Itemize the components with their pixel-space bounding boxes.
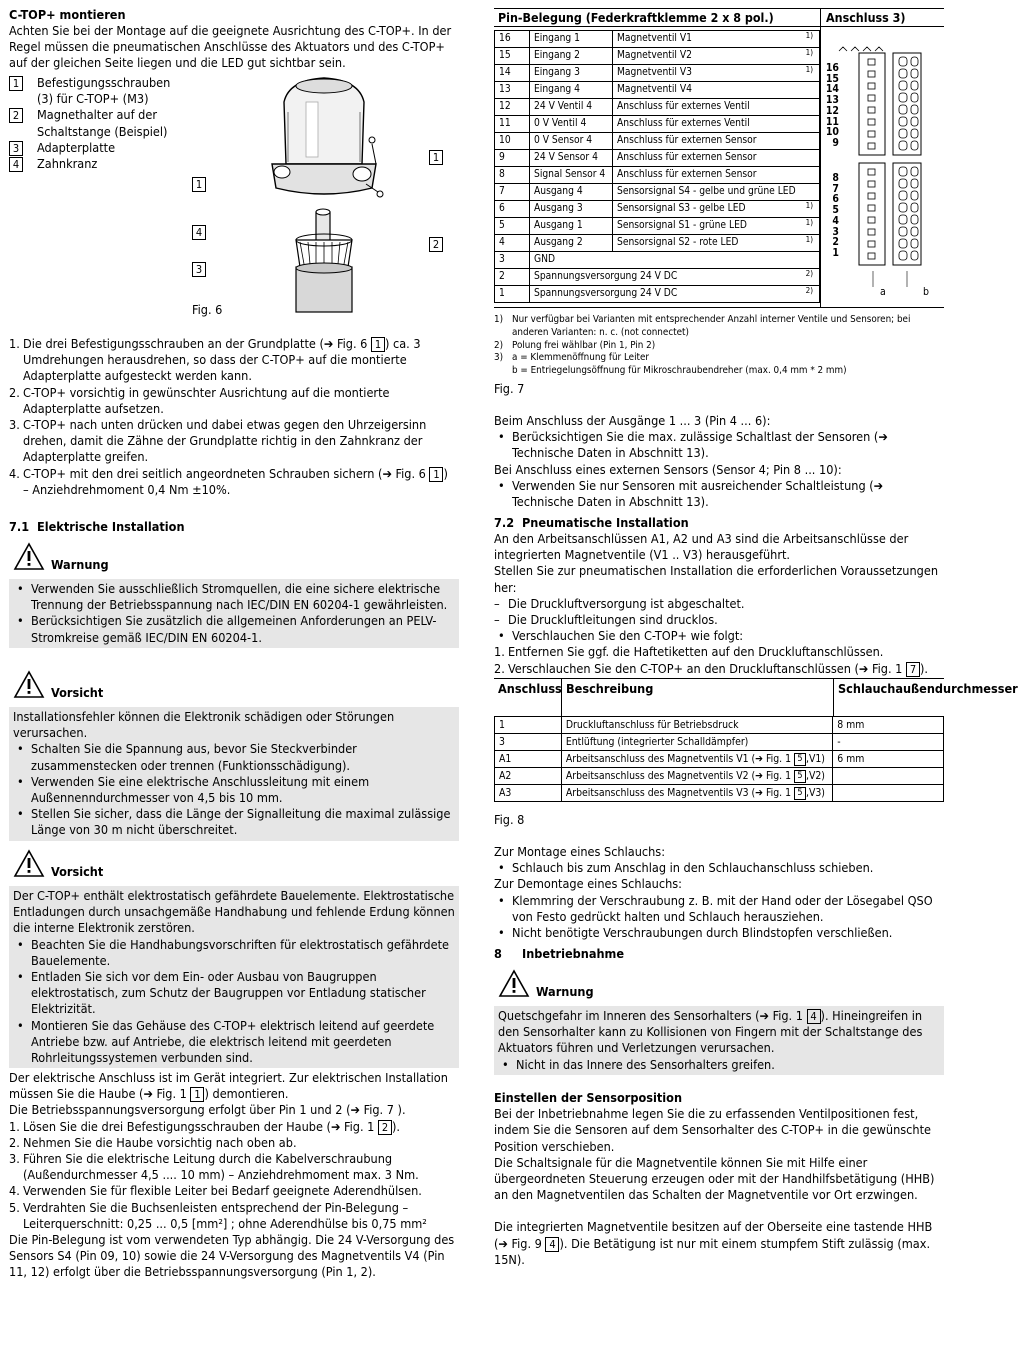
electrical-instructions: Der elektrische Anschluss ist im Gerät integriert. Zur elektrischen Installation müssen Sie die Haube (➔ Fig. 1 1 ) demontieren. Die Betriebsspannungsversorgung erfolgt über Pin 1 und 2 (➔ Fig. 7 ). 1. Lösen Sie die drei Befestigungsschrauben der Haube (➔ Fig. 1 2 ). 2. Nehmen Sie die Haube vorsichtig nach oben ab. 3. Führen Sie die elektrische Leitung durch die Kabelverschraubung (Außendurchmesser 4,5 .... 10 mm) – Anziehdrehmoment max. 3 Nm. 4. Verwenden Sie für flexible Leiter bei Bedarf geeignete Aderendhülsen. 5. Verdrahten Sie die Buchsenleisten entsprechend der Pin-Belegung – Leiterquerschnitt: 0,25 ... 0,5 [mm²] ; ohne Aderendhülse bis 0,75 mm² Die Pin-Belegung ist vom verwendeten Typ abhängig. Die 24 V-Versorgung des Sensors S4 (Pin 09, 10) sowie die 24 V-Versorgung des Magnetventils V4 (Pin 11, 12) erfolgt über die Betriebsspannungsversorgung (Pin 1, 2). xyxy=(9,1070,457,1281)
pin-function: Spannungsversorgung 24 V DC 2) xyxy=(530,269,820,286)
pin-row xyxy=(495,201,820,218)
legend-item: 1 Befestigungsschrauben (3) für C-TOP+ (M3) xyxy=(9,75,179,107)
pin-description: Magnetventil V3 1) xyxy=(613,65,820,82)
caution-text: Installationsfehler können die Elektronik schädigen oder Störungen verursachen. • Schalten Sie die Spannung aus, bevor Sie Steckverbinder zusammenstecken oder trennen (Funktionsschädigung). • Verwenden Sie eine elektrische Anschlussleitung mit einem Außennenndurchmesser von 4,5 bis 10 mm. • Stellen Sie sicher, dass die Länge der Signalleitung die maximal zulässige Länge von 30 m nicht überschreitet. xyxy=(9,707,459,841)
pin-function: Ausgang 2 xyxy=(530,235,613,252)
legend-number: 4 xyxy=(9,157,23,172)
pin-number: 10 xyxy=(495,133,530,150)
connection-table xyxy=(494,716,944,802)
pin-number: 5 xyxy=(495,218,530,235)
step-item: 4. C-TOP+ mit den drei seitlich angeordneten Schrauben sichern (➔ Fig. 6 1 ) – Anziehdrehmoment 0,4 Nm ±10%. xyxy=(9,465,448,497)
pin-row xyxy=(495,133,820,150)
figure-callout: 1 xyxy=(429,150,443,165)
pin-function: GND xyxy=(530,252,820,269)
figure-label: Fig. 6 xyxy=(192,302,223,317)
connection-row: A3 Arbeitsanschluss des Magnetventils V3 (➔ Fig. 1 5 ,V3) xyxy=(495,785,944,802)
legend-number: 2 xyxy=(9,108,23,123)
warning-triangle-icon xyxy=(499,970,529,997)
label-a: a xyxy=(880,286,886,298)
connection-row: A2 Arbeitsanschluss des Magnetventils V2 (➔ Fig. 1 5 ,V2) xyxy=(495,768,944,785)
caution-block xyxy=(9,671,459,841)
warning-text: • Verwenden Sie ausschließlich Stromquellen, die eine sichere elektrische Trennung der Betriebsspannung nach IEC/DIN EN 60204-1 gewährleisten. • Berücksichtigen Sie zusätzlich die allgemeinen Anforderungen an PELV-Stromkreise gemäß IEC/DIN EN 60204-1. xyxy=(9,579,459,648)
pin-description: Sensorsignal S1 - grüne LED 1) xyxy=(613,218,820,235)
pin-number: 2 xyxy=(495,269,530,286)
table-header: Anschluss xyxy=(498,681,562,696)
pin-function: 0 V Ventil 4 xyxy=(530,116,613,133)
pin-function: Eingang 1 xyxy=(530,31,613,48)
pin-number: 13 xyxy=(495,82,530,99)
pin-description: Magnetventil V1 1) xyxy=(613,31,820,48)
pin-row xyxy=(495,218,820,235)
label-b: b xyxy=(923,286,929,298)
pin-number: 8 xyxy=(495,167,530,184)
legend-item: 2 Magnethalter auf der Schaltstange (Beispiel) xyxy=(9,107,179,139)
pin-row xyxy=(495,48,820,65)
pin-row xyxy=(495,150,820,167)
pin-function: Ausgang 4 xyxy=(530,184,613,201)
warning-block xyxy=(9,543,459,648)
pin-description: Anschluss für externen Sensor xyxy=(613,133,820,150)
connection-row: 1 Druckluftanschluss für Betriebsdruck 8 mm xyxy=(495,717,944,734)
step-item: 2. Verschlauchen Sie den C-TOP+ an den Druckluftanschlüssen (➔ Fig. 1 7 ). xyxy=(494,660,928,676)
pin-description: Magnetventil V4 xyxy=(613,82,820,99)
pin-number: 16 xyxy=(495,31,530,48)
figure-legend xyxy=(9,75,179,172)
pin-row xyxy=(495,252,820,269)
pin-row xyxy=(495,82,820,99)
pin-number: 3 xyxy=(495,252,530,269)
caution-label: Vorsicht xyxy=(51,863,104,879)
figure-label: Fig. 8 xyxy=(494,812,525,827)
pin-number: 4 xyxy=(495,235,530,252)
pin-row xyxy=(495,184,820,201)
legend-number: 1 xyxy=(9,76,23,91)
connection-row: A1 Arbeitsanschluss des Magnetventils V1 (➔ Fig. 1 5 ,V1) 6 mm xyxy=(495,751,944,768)
pin-number: 7 xyxy=(495,184,530,201)
section-title: C-TOP+ montieren xyxy=(9,7,126,22)
step-item: 1. Lösen Sie die drei Befestigungsschrauben der Haube (➔ Fig. 1 2 ). xyxy=(9,1118,401,1134)
pin-row xyxy=(495,286,820,303)
pin-number: 14 xyxy=(495,65,530,82)
pin-row xyxy=(495,235,820,252)
pin-numbers-top: 16 15 14 13 12 11 10 9 xyxy=(825,62,839,149)
terminal-block-drawing xyxy=(833,47,945,305)
step-item: 3. Führen Sie die elektrische Leitung durch die Kabelverschraubung (Außendurchmesser 4,5 .... 10 mm) – Anziehdrehmoment max. 3 Nm. xyxy=(9,1151,419,1183)
warning-block xyxy=(494,970,944,1075)
warning-label: Warnung xyxy=(51,556,109,572)
step-item: 5. Verdrahten Sie die Buchsenleisten entsprechend der Pin-Belegung – Leiterquerschnitt: 0,25 ... 0,5 [mm²] ; ohne Aderendhülse bis 0,75 mm² xyxy=(9,1199,427,1231)
pin-function: 24 V Ventil 4 xyxy=(530,99,613,116)
section-heading: 7.1 Elektrische Installation xyxy=(9,519,185,534)
pin-function: 24 V Sensor 4 xyxy=(530,150,613,167)
hose-instructions: Zur Montage eines Schlauchs: • Schlauch bis zum Anschlag in den Schlauchanschluss schieben. Zur Demontage eines Schlauchs: • Klemmring der Verschraubung z. B. mit der Hand oder der Lösegabel QSO von Festo gedrückt halten und Schlauch herausziehen. • Nicht benötigte Verschraubungen durch Blindstopfen verschließen. xyxy=(494,844,944,941)
pin-function: Signal Sensor 4 xyxy=(530,167,613,184)
caution-block xyxy=(9,850,459,1068)
section-heading: 7.2 Pneumatische Installation xyxy=(494,515,689,530)
pin-description: Sensorsignal S2 - rote LED 1) xyxy=(613,235,820,252)
warning-text: Quetschgefahr im Inneren des Sensorhalters (➔ Fig. 1 4 ). Hineingreifen in den Sensorhalter kann zu Kollisionen von Fingern mit der Schaltstange des Aktuators führen und Verletzungen verursachen. • Nicht in das Innere des Sensorhalters greifen. xyxy=(494,1006,944,1075)
pin-function: Eingang 2 xyxy=(530,48,613,65)
pin-number: 11 xyxy=(495,116,530,133)
step-item: 2. Nehmen Sie die Haube vorsichtig nach oben ab. xyxy=(9,1134,297,1150)
figure-callout: 3 xyxy=(192,262,206,277)
section-heading: 8 Inbetriebnahme xyxy=(494,946,625,961)
pin-description: Anschluss für externen Sensor xyxy=(613,150,820,167)
figure-callout: 2 xyxy=(429,237,443,252)
pin-row xyxy=(495,99,820,116)
figure-label: Fig. 7 xyxy=(494,381,525,396)
connection-row: 3 Entlüftung (integrierter Schalldämpfer) - xyxy=(495,734,944,751)
footnotes: 1) Nur verfügbar bei Varianten mit entsprechender Anzahl interner Ventile und Sensoren; bei anderen Varianten: n. c. (not connectet) 2) Polung frei wählbar (Pin 1, Pin 2) 3) a = Klemmenöffnung für Leiter b = Entriegelungsöffnung für Mikroschraubendreher (max. 0,4 mm * 2 mm) xyxy=(494,314,911,377)
step-item: 4. Verwenden Sie für flexible Leiter bei Bedarf geeignete Aderendhülsen. xyxy=(9,1183,422,1199)
pin-function: Ausgang 3 xyxy=(530,201,613,218)
warning-triangle-icon xyxy=(14,850,44,877)
pin-function: Ausgang 1 xyxy=(530,218,613,235)
pin-row xyxy=(495,167,820,184)
warning-triangle-icon xyxy=(14,671,44,698)
legend-item: 4 Zahnkranz xyxy=(9,156,179,172)
pin-number: 15 xyxy=(495,48,530,65)
pin-function: 0 V Sensor 4 xyxy=(530,133,613,150)
pin-row xyxy=(495,269,820,286)
pin-function: Eingang 4 xyxy=(530,82,613,99)
pin-description: Sensorsignal S3 - gelbe LED 1) xyxy=(613,201,820,218)
pin-description: Anschluss für externes Ventil xyxy=(613,116,820,133)
step-item: 2. C-TOP+ vorsichtig in gewünschter Ausrichtung auf die montierte Adapterplatte aufsetzen. xyxy=(9,384,390,416)
table-header: Schlauchaußendurchmesser xyxy=(838,681,1018,696)
warning-label: Warnung xyxy=(536,983,594,999)
pin-numbers-bottom: 8 7 6 5 4 3 2 1 xyxy=(832,172,839,259)
pin-row xyxy=(495,31,820,48)
pin-number: 1 xyxy=(495,286,530,303)
pneumatic-instructions: An den Arbeitsanschlüssen A1, A2 und A3 sind die Arbeitsanschlüsse der integrierten Magnetventile (V1 .. V3) herausgeführt. Stellen Sie zur pneumatischen Installation die erforderlichen Voraussetzungen her: – Die Druckluftversorgung ist abgeschaltet. – Die Druckluftleitungen sind drucklos. • Verschlauchen Sie den C-TOP+ wie folgt: 1. Entfernen Sie ggf. die Haftetiketten auf den Druckluftanschlüssen. 2. Verschlauchen Sie den C-TOP+ an den Druckluftanschlüssen (➔ Fig. 1 7 ). xyxy=(494,531,944,677)
pin-function: Eingang 3 xyxy=(530,65,613,82)
mounting-steps xyxy=(9,336,455,498)
step-item: 1. Entfernen Sie ggf. die Haftetiketten auf den Druckluftanschlüssen. xyxy=(494,644,884,660)
pin-description: Anschluss für externen Sensor xyxy=(613,167,820,184)
pin-table-header: Pin-Belegung (Federkraftklemme 2 x 8 pol.) Anschluss 3) xyxy=(494,8,944,27)
c-top-mounting-drawing xyxy=(244,72,404,312)
legend-number: 3 xyxy=(9,141,23,156)
figure-callout: 1 xyxy=(192,177,206,192)
pin-number: 6 xyxy=(495,201,530,218)
pin-description: Magnetventil V2 1) xyxy=(613,48,820,65)
caution-text: Der C-TOP+ enthält elektrostatisch gefährdete Bauelemente. Elektrostatische Entladungen durch unsachgemäße Handhabung und fehlende Erdung können die interne Elektronik zerstören. • Beachten Sie die Handhabungsvorschriften für elektrostatisch gefährdete Bauelemente. • Entladen Sie sich vor dem Ein- oder Ausbau von Baugruppen elektrostatisch, zum Schutz der Baugruppen vor Entladung statischer Elektrizität. • Montieren Sie das Gehäuse des C-TOP+ elektrisch leitend auf geerdete Antriebe bzw. auf Antriebe, die elektrisch leitend mit geerdeten Rohrleitungssystemen verbunden sind. xyxy=(9,886,459,1068)
pin-row xyxy=(495,65,820,82)
pin-row xyxy=(495,116,820,133)
pin-description: Anschluss für externes Ventil xyxy=(613,99,820,116)
pin-function: Spannungsversorgung 24 V DC 2) xyxy=(530,286,820,303)
legend-item: 3 Adapterplatte xyxy=(9,140,179,156)
step-item: 3. C-TOP+ nach unten drücken und dabei etwas gegen den Uhrzeigersinn drehen, damit die Zähne der Grundplatte richtig in den Zahnkranz der Adapterplatte greifen. xyxy=(9,417,427,465)
pin-number: 12 xyxy=(495,99,530,116)
output-instructions: Beim Anschluss der Ausgänge 1 ... 3 (Pin 4 ... 6): • Berücksichtigen Sie die max. zulässige Schaltlast der Sensoren (➔ Technische Daten in Abschnitt 13). Bei Anschluss eines externen Sensors (Sensor 4; Pin 8 ... 10): • Verwenden Sie nur Sensoren mit ausreichender Schaltleistung (➔ Technische Daten in Abschnitt 13). xyxy=(494,413,944,510)
step-item: 1. Die drei Befestigungsschrauben an der Grundplatte (➔ Fig. 6 1 ) ca. 3 Umdrehungen herausdrehen, so dass der C-TOP+ auf die montierte Adapterplatte aufgesteckt werden kann. xyxy=(9,336,421,384)
pin-number: 9 xyxy=(495,150,530,167)
table-header: Beschreibung xyxy=(566,681,654,696)
caution-label: Vorsicht xyxy=(51,684,104,700)
connector-diagram xyxy=(820,25,945,308)
pin-description: Sensorsignal S4 - gelbe und grüne LED xyxy=(613,184,820,201)
warning-triangle-icon xyxy=(14,543,44,570)
sensor-position-section: Einstellen der Sensorposition Bei der Inbetriebnahme legen Sie die zu erfassenden Ventilpositionen fest, indem Sie die Sensoren auf dem Sensorhalter des C-TOP+ in die gewünschte Position verschieben. Die Schaltsignale für die Magnetventile können Sie mit Hilfe einer übergeordneten Steuerung erzeugen oder mit der Handhilfsbetätigung (HHB) an den Magnetventilen das Schalten der Magnetventile vor Ort erzwingen. Die integrierten Magnetventile besitzen auf der Oberseite eine tastende HHB (➔ Fig. 9 4 ). Die Betätigung ist nur mit einem stumpfem Stift zulässig (max. 15N). xyxy=(494,1090,935,1267)
intro-paragraph: Achten Sie bei der Montage auf die geeignete Ausrichtung des C-TOP+. In der Regel müssen die pneumatischen Anschlüsse des Aktuators und des C-TOP+ auf der gleichen Seite liegen und die LED gut sichtbar sein. xyxy=(9,23,452,71)
pin-table xyxy=(494,30,820,303)
figure-callout: 4 xyxy=(192,225,206,240)
